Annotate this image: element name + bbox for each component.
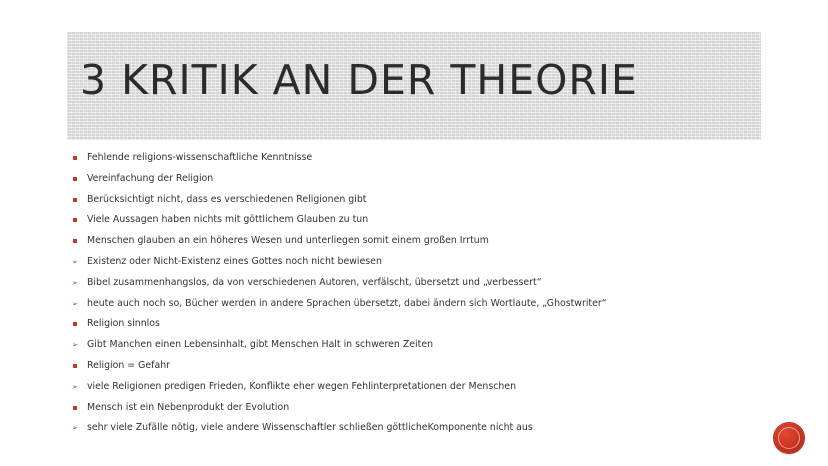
bullet-text: heute auch noch so, Bücher werden in andere Sprachen übersetzt, dabei ändern sich Wortlaute, „Ghostwriter“ — [87, 297, 607, 309]
nav-button-ring-icon — [778, 427, 800, 449]
bullet-item — [72, 233, 772, 254]
bullet-text: Berücksichtigt nicht, dass es verschiedenen Religionen gibt — [87, 193, 367, 205]
slide-title: 3 KRITIK AN DER THEORIE — [80, 56, 638, 104]
bullet-item — [72, 379, 772, 400]
bullet-item — [72, 400, 772, 421]
bullet-item — [72, 192, 772, 213]
bullet-item — [72, 275, 772, 296]
bullet-item — [72, 358, 772, 379]
bullet-item — [72, 316, 772, 337]
bullet-item — [72, 420, 772, 441]
bullet-text: Gibt Manchen einen Lebensinhalt, gibt Menschen Halt in schweren Zeiten — [87, 339, 434, 351]
bullet-list — [72, 150, 772, 441]
bullet-item — [72, 337, 772, 358]
bullet-item — [72, 296, 772, 317]
bullet-text: Existenz oder Nicht-Existenz eines Gottes noch nicht bewiesen — [87, 255, 382, 267]
bullet-text: viele Religionen predigen Frieden, Konflikte eher wegen Fehlinterpretationen der Menschen — [87, 380, 517, 392]
bullet-text: Mensch ist ein Nebenprodukt der Evolution — [87, 401, 290, 413]
bullet-text: Religion sinnlos — [87, 318, 160, 330]
bullet-item — [72, 254, 772, 275]
bullet-text: sehr viele Zufälle nötig, viele andere Wissenschaftler schließen göttlicheKomponente nicht aus — [87, 422, 533, 434]
bullet-text: Vereinfachung der Religion — [87, 172, 214, 184]
bullet-text: Religion = Gefahr — [87, 359, 170, 371]
bullet-item — [72, 212, 772, 233]
bullet-text: Menschen glauben an ein höheres Wesen und unterliegen somit einem großen Irrtum — [87, 235, 489, 247]
slide-nav-button[interactable] — [774, 423, 804, 453]
bullet-text: Fehlende religions-wissenschaftliche Kenntnisse — [87, 152, 313, 163]
bullet-text: Viele Aussagen haben nichts mit göttlichem Glauben zu tun — [87, 214, 369, 226]
bullet-text: Bibel zusammenhangslos, da von verschiedenen Autoren, verfälscht, übersetzt und „verbessert“ — [87, 276, 542, 288]
bullet-item — [72, 171, 772, 192]
bullet-item — [72, 150, 772, 171]
